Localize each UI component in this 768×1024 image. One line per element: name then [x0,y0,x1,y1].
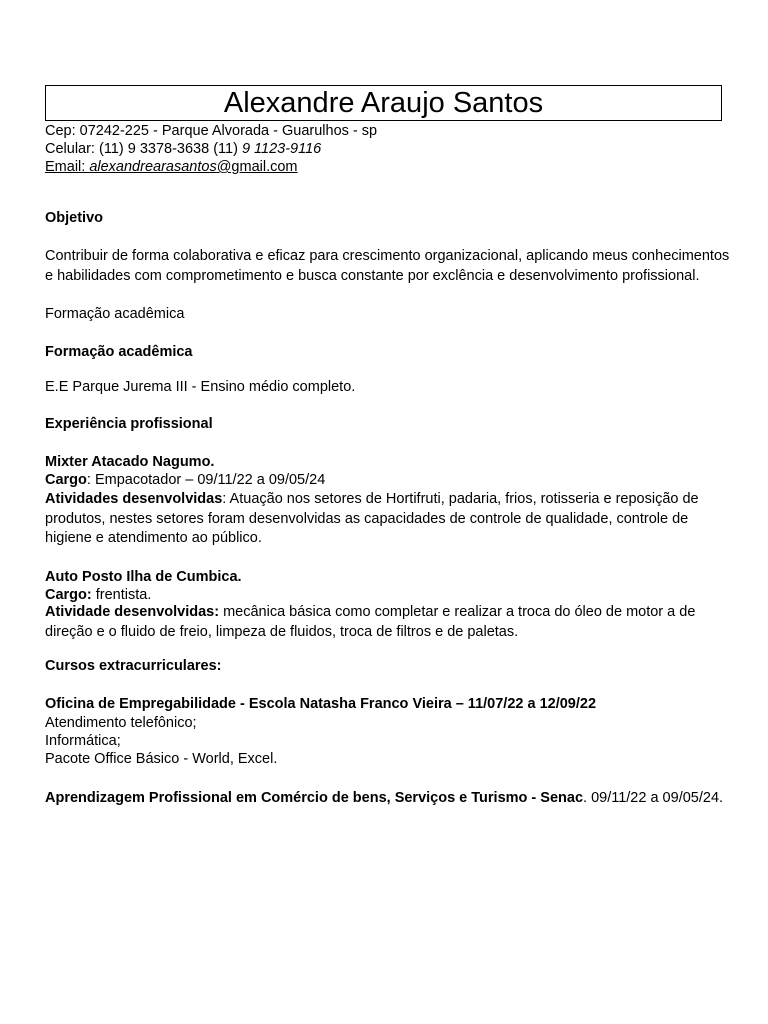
job-2-activities: Atividade desenvolvidas: mecânica básica como completar e realizar a troca do óleo de motor a de direção e o fluido de freio, limpeza de fluidos, troca de filtros e de paletas. [45,604,696,640]
email-user: alexandrearasantos [89,159,217,175]
job-1-company: Mixter Atacado Nagumo. [45,454,215,470]
candidate-name: Alexandre Araujo Santos [223,87,544,119]
courses-heading: Cursos extracurriculares: [45,658,222,674]
phone-line [45,140,321,158]
experience-heading: Experiência profissional [45,416,213,432]
name-title-box [45,85,722,121]
course-1-item: Informática; [45,733,121,749]
phone-secondary: 9 1123-9116 [241,141,322,157]
education-item: E.E Parque Jurema III - Ensino médio completo. [45,379,356,395]
job-2-role: Cargo: frentista. [45,587,152,603]
address-line: Cep: 07242-225 - Parque Alvorada - Guarulhos - sp [45,123,378,139]
education-heading: Formação acadêmica [45,344,193,360]
job-1-activities: Atividades desenvolvidas: Atuação nos setores de Hortifruti, padaria, frios, rotisseria e reposição de produtos, nestes setores foram desenvolvidas as capacidades de controle de qualidade, controle de higiene e atendimento ao público. [45,491,699,546]
job-2-company: Auto Posto Ilha de Cumbica. [45,569,242,585]
objective-trailing-text: Formação acadêmica [45,306,185,322]
email-label: Email: [45,159,90,175]
course-1-item: Atendimento telefônico; [45,715,197,731]
objective-text: Contribuir de forma colaborativa e eficaz para crescimento organizacional, aplicando meus conhecimentos e habilidades com comprometimento e busca constante por exclência e desenvolvimento profissional. [45,248,730,284]
course-2-entry: Aprendizagem Profissional em Comércio de bens, Serviços e Turismo - Senac. 09/11/22 a 09/05/24. [45,790,724,806]
course-1-item: Pacote Office Básico - World, Excel. [45,751,278,767]
phone-primary: Celular: (11) 9 3378-3638 (11) [45,141,242,157]
job-1-role: Cargo: Empacotador – 09/11/22 a 09/05/24 [45,472,326,488]
email-domain: @gmail.com [216,159,298,175]
objective-heading: Objetivo [45,210,104,226]
course-1-title: Oficina de Empregabilidade - Escola Natasha Franco Vieira – 11/07/22 a 12/09/22 [45,696,597,712]
email-line[interactable] [45,158,298,176]
